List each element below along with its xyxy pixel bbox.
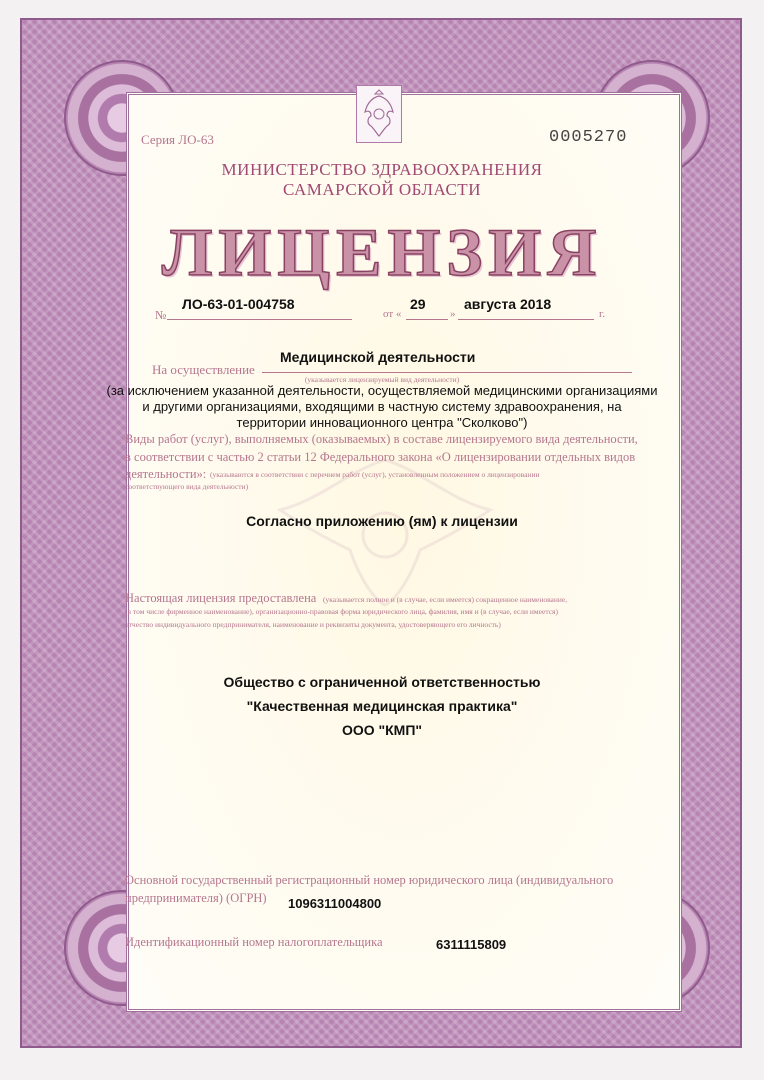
inn-label: Идентификационный номер налогоплательщика [125,935,383,949]
inn-value: 6311115809 [436,937,507,952]
license-number: ЛО-63-01-004758 [182,296,295,312]
activity-value: Медицинской деятельности [280,349,476,365]
activity-underline [262,372,632,373]
document-title: ЛИЦЕНЗИЯ [161,214,603,290]
works-line3a: деятельности»: [125,467,207,481]
number-label: № [155,308,167,322]
activity-exception-line3: территории инновационного центра "Сколково") [236,415,528,430]
form-serial-number: 0005270 [549,128,628,147]
series-label: Серия ЛО-63 [141,132,214,147]
number-underline [167,319,352,320]
coat-of-arms-icon [356,85,402,143]
licensee-name-line1: Общество с ограниченной ответственностью [223,674,541,690]
licensee-name-line2: "Качественная медицинская практика" [246,698,518,714]
works-line1: Виды работ (услуг), выполняемых (оказываемых) в составе лицензируемого вида деятельности, [125,432,638,446]
ogrn-label-line1: Основной государственный регистрационный номер юридического лица (индивидуального [125,873,614,887]
works-line2: в соответствии с частью 2 статьи 12 Федерального закона «О лицензировании отдельных видов [125,450,636,464]
ministry-name-line1: МИНИСТЕРСТВО ЗДРАВООХРАНЕНИЯ [221,160,543,179]
license-day: 29 [410,296,426,312]
date-from-label: от « [383,308,402,320]
licensee-label: Настоящая лицензия предоставлена [125,591,317,605]
works-line4: соответствующего вида деятельности) [125,482,249,491]
ogrn-label-line2: предпринимателя) (ОГРН) [125,891,267,905]
date-quote-close: » [450,308,456,320]
month-underline [458,319,594,320]
licensee-short-name: ООО "КМП" [341,722,423,738]
works-value: Согласно приложению (ям) к лицензии [246,513,518,529]
ogrn-value: 1096311004800 [288,896,382,911]
activity-exception-line2: и другими организациями, входящими в частную систему здравоохранения, на [142,399,622,414]
activity-hint: (указывается лицензируемый вид деятельности) [304,375,460,384]
day-underline [406,319,448,320]
works-line3b: (указываются в соответствии с перечнем работ (услуг), установленным положением о лицензировании [210,470,540,479]
ministry-name-line2: САМАРСКОЙ ОБЛАСТИ [283,180,481,199]
licensee-hint-line3: отчество индивидуального предпринимателя, наименование и реквизиты документа, удостоверяющего его личность) [125,620,501,629]
license-month-year: августа 2018 [464,296,552,312]
licensee-hint-line1: (указывается полное и (в случае, если имеется) сокращенное наименование, [323,595,568,604]
year-suffix: г. [599,308,606,320]
activity-exception-line1: (за исключением указанной деятельности, осуществляемой медицинскими организациями [106,383,658,398]
activity-label: На осуществление [152,362,255,377]
licensee-hint-line2: (в том числе фирменное наименование), организационно-правовая форма юридического лица, фамилия, имя и (в случае, если имеется) [125,607,558,616]
